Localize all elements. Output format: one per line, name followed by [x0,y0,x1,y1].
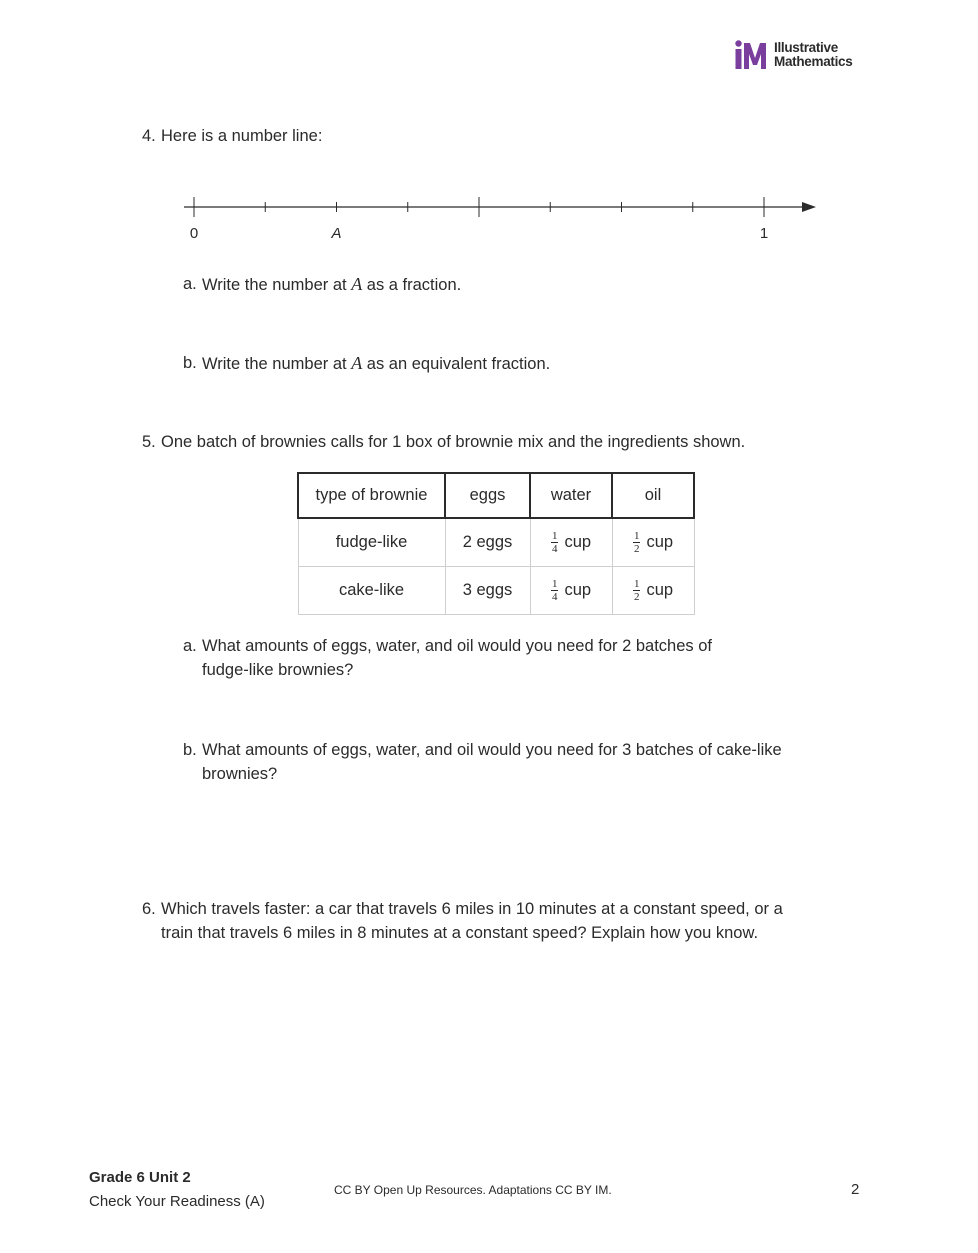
question-text: One batch of brownies calls for 1 box of brownie mix and the ingredients shown. [161,433,746,451]
part-text-line-2: brownies? [202,765,278,783]
part-text: Write the number at [202,355,352,373]
question-number: 6. [142,900,156,918]
label-one: 1 [759,225,769,242]
part-text-line-2: fudge-like brownies? [202,661,354,679]
footer-title: Check Your Readiness (A) [89,1193,265,1210]
part-text-line-1: What amounts of eggs, water, and oil would you need for 3 batches of cake-like [202,741,782,759]
variable-a: A [351,274,363,294]
cell-eggs: 3 eggs [445,567,530,615]
footer-grade-unit: Grade 6 Unit 2 [89,1169,191,1186]
table-row [298,567,694,615]
number-line [180,188,830,248]
question-4 [142,124,842,148]
part-label: b. [183,741,197,759]
part-label: a. [183,275,197,293]
part-text: Write the number at [202,276,352,294]
question-number: 5. [142,433,156,451]
cell-eggs: 2 eggs [445,518,530,567]
fraction: $\frac{1}{2}$ [633,578,640,603]
part-label: b. [183,354,197,372]
part-label: a. [183,637,197,655]
cell-water: $\frac{1}{4}$ cup [530,567,612,615]
question-text: Here is a number line: [161,127,323,145]
label-zero: 0 [189,225,199,242]
part-text-end: as a fraction. [362,276,462,294]
illustrative-mathematics-logo [734,38,874,74]
table-header-row [298,473,694,518]
question-6 [142,897,842,945]
cell-type: fudge-like [298,518,445,567]
brownie-ingredients-table [297,472,695,615]
question-text-line-2: train that travels 6 miles in 8 minutes at a constant speed? Explain how you know. [161,924,759,942]
fraction: $\frac{1}{4}$ [551,530,558,555]
logo-line-1: Illustrative [774,40,838,55]
im-logo-icon [734,40,770,70]
question-5a [183,634,833,682]
question-5 [142,430,842,454]
question-number: 4. [142,127,156,145]
label-a: A [331,225,342,242]
cell-oil: $\frac{1}{2}$ cup [612,567,694,615]
number-line-arrowhead [802,202,816,212]
header-eggs: eggs [445,473,530,518]
fraction: $\frac{1}{4}$ [551,578,558,603]
header-type: type of brownie [298,473,445,518]
question-4a [183,272,833,296]
cell-water: $\frac{1}{4}$ cup [530,518,612,567]
fraction: $\frac{1}{2}$ [633,530,640,555]
page-number: 2 [851,1181,860,1198]
variable-a: A [351,353,363,373]
cell-type: cake-like [298,567,445,615]
cell-oil: $\frac{1}{2}$ cup [612,518,694,567]
question-text-line-1: Which travels faster: a car that travels 6 miles in 10 minutes at a constant speed, or a [161,900,783,918]
question-5b [183,738,843,786]
part-text-end: as an equivalent fraction. [362,355,551,373]
footer-license: CC BY Open Up Resources. Adaptations CC BY IM. [334,1183,612,1197]
header-water: water [530,473,612,518]
logo-line-2: Mathematics [774,54,853,69]
header-oil: oil [612,473,694,518]
table-row [298,518,694,567]
part-text-line-1: What amounts of eggs, water, and oil would you need for 2 batches of [202,637,712,655]
question-4b [183,351,833,375]
